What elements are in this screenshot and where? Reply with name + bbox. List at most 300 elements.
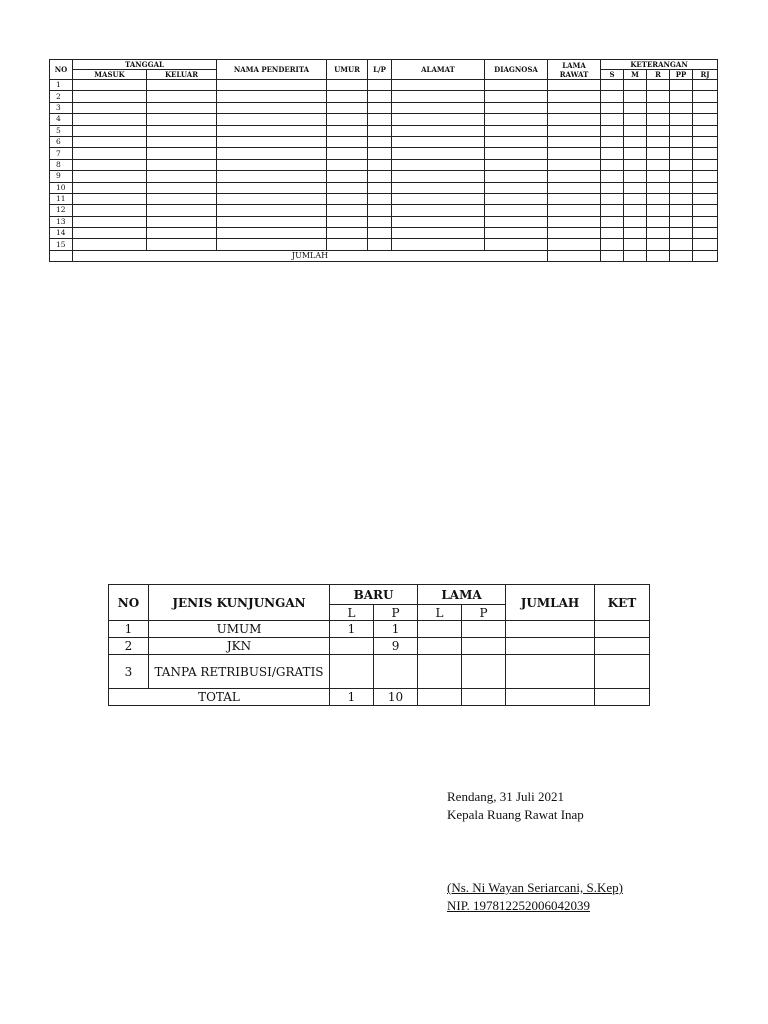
register-cell bbox=[485, 136, 548, 147]
register-cell bbox=[693, 216, 718, 227]
register-cell bbox=[392, 91, 485, 102]
register-cell bbox=[548, 216, 601, 227]
register-cell bbox=[601, 239, 624, 250]
register-cell bbox=[601, 205, 624, 216]
register-cell bbox=[485, 148, 548, 159]
register-cell bbox=[217, 193, 327, 204]
register-cell bbox=[485, 205, 548, 216]
register-cell bbox=[670, 205, 693, 216]
register-cell bbox=[217, 228, 327, 239]
register-cell bbox=[548, 239, 601, 250]
register-cell bbox=[548, 159, 601, 170]
register-cell bbox=[693, 250, 718, 261]
register-cell bbox=[368, 171, 392, 182]
register-cell bbox=[147, 91, 217, 102]
register-cell bbox=[217, 125, 327, 136]
register-cell bbox=[147, 102, 217, 113]
register-cell bbox=[217, 91, 327, 102]
visit-cell-no: 3 bbox=[109, 655, 149, 689]
register-cell bbox=[368, 239, 392, 250]
register-cell bbox=[485, 171, 548, 182]
header-rj: RJ bbox=[693, 70, 718, 80]
register-body bbox=[50, 80, 718, 262]
header-tanggal: TANGGAL bbox=[73, 60, 217, 70]
register-cell bbox=[73, 205, 147, 216]
visit-header-lama-p: P bbox=[462, 605, 506, 621]
register-cell bbox=[693, 228, 718, 239]
register-row-number: 1 bbox=[50, 80, 73, 91]
register-cell bbox=[147, 205, 217, 216]
visit-total-lama-l bbox=[418, 689, 462, 706]
visit-header-baru: BARU bbox=[330, 585, 418, 605]
register-cell bbox=[647, 136, 670, 147]
register-cell bbox=[368, 148, 392, 159]
register-cell bbox=[601, 148, 624, 159]
register-cell bbox=[485, 80, 548, 91]
patient-register-table bbox=[49, 59, 718, 262]
register-cell bbox=[217, 114, 327, 125]
register-cell bbox=[327, 239, 368, 250]
register-cell bbox=[73, 125, 147, 136]
register-row bbox=[50, 80, 718, 91]
register-row-number: 13 bbox=[50, 216, 73, 227]
register-cell bbox=[624, 193, 647, 204]
register-cell bbox=[50, 250, 73, 261]
register-cell bbox=[548, 114, 601, 125]
register-cell bbox=[147, 193, 217, 204]
header-diagnosa: DIAGNOSA bbox=[485, 60, 548, 80]
register-cell bbox=[548, 136, 601, 147]
register-cell bbox=[647, 125, 670, 136]
register-jumlah-label: JUMLAH bbox=[73, 250, 548, 261]
register-row-number: 9 bbox=[50, 171, 73, 182]
register-cell bbox=[693, 80, 718, 91]
register-cell bbox=[368, 80, 392, 91]
visit-row-jkn bbox=[109, 638, 650, 655]
register-cell bbox=[485, 125, 548, 136]
register-cell bbox=[647, 193, 670, 204]
register-cell bbox=[647, 148, 670, 159]
register-cell bbox=[647, 171, 670, 182]
register-cell bbox=[327, 216, 368, 227]
register-cell bbox=[548, 80, 601, 91]
register-row-number: 2 bbox=[50, 91, 73, 102]
register-cell bbox=[624, 80, 647, 91]
register-cell bbox=[624, 91, 647, 102]
register-cell bbox=[548, 205, 601, 216]
register-cell bbox=[485, 114, 548, 125]
register-cell bbox=[693, 182, 718, 193]
register-cell bbox=[601, 228, 624, 239]
register-cell bbox=[670, 250, 693, 261]
register-cell bbox=[147, 228, 217, 239]
register-cell bbox=[147, 216, 217, 227]
register-cell bbox=[368, 102, 392, 113]
register-cell bbox=[601, 159, 624, 170]
register-cell bbox=[548, 102, 601, 113]
register-cell bbox=[693, 91, 718, 102]
register-cell bbox=[327, 148, 368, 159]
register-cell bbox=[73, 114, 147, 125]
register-cell bbox=[217, 239, 327, 250]
register-row-number: 14 bbox=[50, 228, 73, 239]
register-cell bbox=[670, 148, 693, 159]
register-cell bbox=[368, 182, 392, 193]
register-cell bbox=[392, 125, 485, 136]
register-cell bbox=[217, 102, 327, 113]
register-cell bbox=[670, 91, 693, 102]
register-cell bbox=[670, 114, 693, 125]
register-cell bbox=[327, 125, 368, 136]
visit-cell-lama-l bbox=[418, 638, 462, 655]
register-cell bbox=[368, 159, 392, 170]
register-cell bbox=[670, 102, 693, 113]
register-cell bbox=[624, 102, 647, 113]
register-cell bbox=[73, 80, 147, 91]
visit-row-umum bbox=[109, 621, 650, 638]
visit-cell-baru-l bbox=[330, 655, 374, 689]
register-cell bbox=[217, 171, 327, 182]
register-cell bbox=[73, 193, 147, 204]
register-cell bbox=[693, 148, 718, 159]
register-cell bbox=[217, 216, 327, 227]
visit-cell-jenis: JKN bbox=[149, 638, 330, 655]
register-cell bbox=[368, 114, 392, 125]
register-cell bbox=[670, 193, 693, 204]
visit-cell-ket bbox=[595, 638, 650, 655]
register-cell bbox=[73, 216, 147, 227]
register-cell bbox=[392, 182, 485, 193]
register-cell bbox=[647, 239, 670, 250]
visit-cell-baru-l bbox=[330, 638, 374, 655]
register-cell bbox=[693, 125, 718, 136]
visit-cell-lama-l bbox=[418, 655, 462, 689]
visit-cell-lama-p bbox=[462, 638, 506, 655]
register-cell bbox=[670, 216, 693, 227]
header-m: M bbox=[624, 70, 647, 80]
register-row bbox=[50, 125, 718, 136]
visit-cell-jenis: TANPA RETRIBUSI/GRATIS bbox=[149, 655, 330, 689]
register-cell bbox=[368, 193, 392, 204]
register-cell bbox=[485, 159, 548, 170]
register-cell bbox=[693, 205, 718, 216]
register-cell bbox=[601, 80, 624, 91]
register-row bbox=[50, 148, 718, 159]
register-cell bbox=[647, 182, 670, 193]
register-cell bbox=[392, 159, 485, 170]
register-cell bbox=[624, 114, 647, 125]
signature-name: (Ns. Ni Wayan Seriarcani, S.Kep) bbox=[447, 880, 623, 895]
register-cell bbox=[392, 239, 485, 250]
register-cell bbox=[217, 148, 327, 159]
register-cell bbox=[693, 193, 718, 204]
visit-header-ket: KET bbox=[595, 585, 650, 621]
register-cell bbox=[73, 228, 147, 239]
register-total-row bbox=[50, 250, 718, 261]
visit-row-total bbox=[109, 689, 650, 706]
visit-cell-lama-l bbox=[418, 621, 462, 638]
register-cell bbox=[368, 205, 392, 216]
register-cell bbox=[368, 125, 392, 136]
header-no: NO bbox=[50, 60, 73, 80]
register-cell bbox=[485, 102, 548, 113]
visit-cell-lama-p bbox=[462, 655, 506, 689]
signature-nip: NIP. 197812252006042039 bbox=[447, 898, 591, 913]
header-masuk: MASUK bbox=[73, 70, 147, 80]
register-cell bbox=[624, 205, 647, 216]
register-cell bbox=[392, 171, 485, 182]
register-cell bbox=[327, 91, 368, 102]
visit-row-tanpa-retribusi bbox=[109, 655, 650, 689]
register-cell bbox=[392, 136, 485, 147]
register-cell bbox=[693, 114, 718, 125]
register-cell bbox=[217, 159, 327, 170]
visit-header-baru-p: P bbox=[374, 605, 418, 621]
register-cell bbox=[147, 182, 217, 193]
register-cell bbox=[624, 125, 647, 136]
header-s: S bbox=[601, 70, 624, 80]
register-cell bbox=[73, 91, 147, 102]
register-cell bbox=[601, 250, 624, 261]
register-cell bbox=[647, 228, 670, 239]
register-cell bbox=[548, 125, 601, 136]
register-cell bbox=[217, 136, 327, 147]
register-row-number: 12 bbox=[50, 205, 73, 216]
visit-header-jenis: JENIS KUNJUNGAN bbox=[149, 585, 330, 621]
register-cell bbox=[670, 136, 693, 147]
register-cell bbox=[327, 159, 368, 170]
register-cell bbox=[670, 80, 693, 91]
register-cell bbox=[647, 114, 670, 125]
signature-place-date: Rendang, 31 Juli 2021 bbox=[447, 789, 564, 804]
register-cell bbox=[693, 239, 718, 250]
register-cell bbox=[624, 136, 647, 147]
register-row bbox=[50, 159, 718, 170]
visit-header-lama: LAMA bbox=[418, 585, 506, 605]
header-alamat: ALAMAT bbox=[392, 60, 485, 80]
register-cell bbox=[147, 136, 217, 147]
register-cell bbox=[647, 250, 670, 261]
register-row bbox=[50, 136, 718, 147]
register-row-number: 7 bbox=[50, 148, 73, 159]
visit-total-label: TOTAL bbox=[109, 689, 330, 706]
register-row bbox=[50, 171, 718, 182]
register-cell bbox=[73, 171, 147, 182]
signature-block bbox=[447, 788, 623, 915]
register-cell bbox=[624, 228, 647, 239]
visit-total-ket bbox=[595, 689, 650, 706]
register-cell bbox=[147, 80, 217, 91]
register-cell bbox=[327, 205, 368, 216]
register-cell bbox=[693, 102, 718, 113]
register-cell bbox=[485, 193, 548, 204]
register-row bbox=[50, 102, 718, 113]
visit-cell-baru-l: 1 bbox=[330, 621, 374, 638]
register-cell bbox=[147, 148, 217, 159]
register-cell bbox=[548, 91, 601, 102]
header-lama-rawat: LAMA RAWAT bbox=[548, 60, 601, 80]
register-cell bbox=[670, 182, 693, 193]
visit-cell-ket bbox=[595, 655, 650, 689]
register-cell bbox=[601, 125, 624, 136]
register-cell bbox=[601, 114, 624, 125]
register-cell bbox=[647, 205, 670, 216]
visit-total-lama-p bbox=[462, 689, 506, 706]
register-cell bbox=[73, 148, 147, 159]
register-cell bbox=[147, 125, 217, 136]
register-cell bbox=[624, 159, 647, 170]
register-cell bbox=[693, 136, 718, 147]
register-cell bbox=[601, 193, 624, 204]
register-cell bbox=[327, 171, 368, 182]
register-cell bbox=[327, 228, 368, 239]
register-cell bbox=[670, 125, 693, 136]
register-cell bbox=[548, 148, 601, 159]
register-cell bbox=[368, 228, 392, 239]
register-cell bbox=[670, 159, 693, 170]
register-row-number: 5 bbox=[50, 125, 73, 136]
register-cell bbox=[327, 114, 368, 125]
register-cell bbox=[693, 171, 718, 182]
register-cell bbox=[147, 114, 217, 125]
register-cell bbox=[217, 205, 327, 216]
register-row-number: 3 bbox=[50, 102, 73, 113]
register-cell bbox=[392, 228, 485, 239]
register-row bbox=[50, 216, 718, 227]
visit-cell-baru-p bbox=[374, 655, 418, 689]
register-cell bbox=[548, 182, 601, 193]
register-cell bbox=[485, 216, 548, 227]
register-row-number: 8 bbox=[50, 159, 73, 170]
register-cell bbox=[485, 91, 548, 102]
register-row bbox=[50, 228, 718, 239]
visit-summary-table bbox=[108, 584, 650, 706]
register-cell bbox=[548, 250, 601, 261]
register-cell bbox=[73, 182, 147, 193]
register-cell bbox=[368, 136, 392, 147]
register-cell bbox=[392, 216, 485, 227]
visit-header-no: NO bbox=[109, 585, 149, 621]
visit-header-jumlah: JUMLAH bbox=[506, 585, 595, 621]
visit-total-baru-l: 1 bbox=[330, 689, 374, 706]
register-cell bbox=[392, 148, 485, 159]
register-cell bbox=[392, 80, 485, 91]
header-lp: L/P bbox=[368, 60, 392, 80]
register-cell bbox=[485, 182, 548, 193]
register-cell bbox=[624, 250, 647, 261]
register-row bbox=[50, 205, 718, 216]
register-cell bbox=[601, 182, 624, 193]
register-cell bbox=[392, 114, 485, 125]
register-row-number: 4 bbox=[50, 114, 73, 125]
visit-cell-jumlah bbox=[506, 621, 595, 638]
register-row bbox=[50, 114, 718, 125]
register-row-number: 10 bbox=[50, 182, 73, 193]
header-pp: PP bbox=[670, 70, 693, 80]
visit-cell-baru-p: 1 bbox=[374, 621, 418, 638]
register-cell bbox=[327, 102, 368, 113]
register-cell bbox=[647, 102, 670, 113]
register-row bbox=[50, 193, 718, 204]
register-row-number: 6 bbox=[50, 136, 73, 147]
register-cell bbox=[647, 159, 670, 170]
register-cell bbox=[327, 80, 368, 91]
register-cell bbox=[647, 91, 670, 102]
register-cell bbox=[147, 171, 217, 182]
header-r: R bbox=[647, 70, 670, 80]
visit-total-jumlah bbox=[506, 689, 595, 706]
register-cell bbox=[217, 182, 327, 193]
register-cell bbox=[647, 80, 670, 91]
header-keterangan: KETERANGAN bbox=[601, 60, 718, 70]
register-cell bbox=[548, 171, 601, 182]
register-cell bbox=[147, 239, 217, 250]
register-cell bbox=[601, 91, 624, 102]
register-cell bbox=[548, 228, 601, 239]
register-cell bbox=[327, 136, 368, 147]
register-cell bbox=[147, 159, 217, 170]
register-cell bbox=[217, 80, 327, 91]
register-cell bbox=[392, 205, 485, 216]
register-cell bbox=[647, 216, 670, 227]
visit-cell-jumlah bbox=[506, 638, 595, 655]
register-cell bbox=[624, 239, 647, 250]
register-cell bbox=[368, 216, 392, 227]
register-cell bbox=[392, 102, 485, 113]
register-cell bbox=[670, 228, 693, 239]
register-cell bbox=[601, 136, 624, 147]
register-row bbox=[50, 239, 718, 250]
register-cell bbox=[73, 239, 147, 250]
header-keluar: KELUAR bbox=[147, 70, 217, 80]
register-row-number: 15 bbox=[50, 239, 73, 250]
register-cell bbox=[485, 239, 548, 250]
visit-cell-jenis: UMUM bbox=[149, 621, 330, 638]
visit-total-baru-p: 10 bbox=[374, 689, 418, 706]
register-row-number: 11 bbox=[50, 193, 73, 204]
visit-header-baru-l: L bbox=[330, 605, 374, 621]
visit-cell-no: 2 bbox=[109, 638, 149, 655]
signature-position: Kepala Ruang Rawat Inap bbox=[447, 807, 584, 822]
register-cell bbox=[624, 182, 647, 193]
register-cell bbox=[392, 193, 485, 204]
header-nama-penderita: NAMA PENDERITA bbox=[217, 60, 327, 80]
visit-cell-jumlah bbox=[506, 655, 595, 689]
register-cell bbox=[73, 159, 147, 170]
register-cell bbox=[670, 171, 693, 182]
register-cell bbox=[624, 216, 647, 227]
register-cell bbox=[601, 102, 624, 113]
register-cell bbox=[693, 159, 718, 170]
visit-cell-baru-p: 9 bbox=[374, 638, 418, 655]
register-cell bbox=[73, 136, 147, 147]
register-cell bbox=[601, 171, 624, 182]
register-cell bbox=[327, 182, 368, 193]
register-cell bbox=[624, 148, 647, 159]
visit-cell-ket bbox=[595, 621, 650, 638]
register-cell bbox=[670, 239, 693, 250]
register-cell bbox=[485, 228, 548, 239]
register-cell bbox=[624, 171, 647, 182]
register-row bbox=[50, 91, 718, 102]
register-cell bbox=[601, 216, 624, 227]
visit-header-lama-l: L bbox=[418, 605, 462, 621]
register-cell bbox=[368, 91, 392, 102]
register-cell bbox=[327, 193, 368, 204]
visit-cell-lama-p bbox=[462, 621, 506, 638]
register-cell bbox=[548, 193, 601, 204]
register-cell bbox=[73, 102, 147, 113]
